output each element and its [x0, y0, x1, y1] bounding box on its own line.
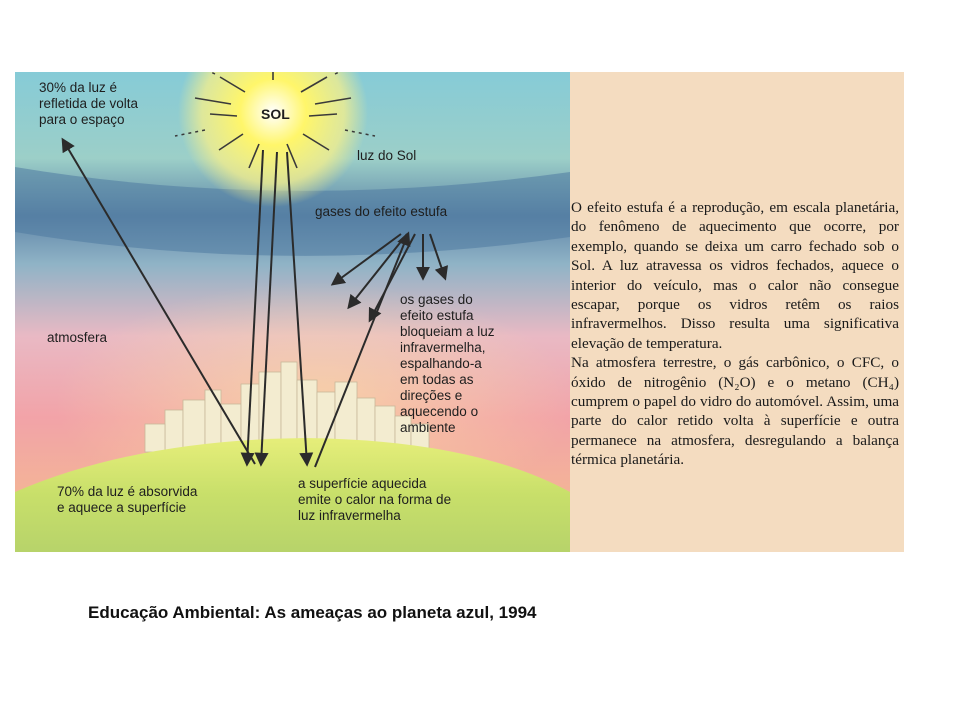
surface-emits-label: a superfície aquecida emite o calor na forma de luz infravermelha [298, 476, 452, 523]
greenhouse-diagram [15, 72, 570, 552]
greenhouse-effect-figure [15, 72, 904, 552]
atmosphere-label: atmosfera [47, 330, 108, 345]
reflected-light-label: 30% da luz é refletida de volta para o espaço [39, 80, 139, 127]
sunlight-label: luz do Sol [357, 148, 417, 163]
figure-caption: Educação Ambiental: As ameaças ao planeta azul, 1994 [88, 603, 537, 622]
explanation-text [571, 198, 899, 470]
greenhouse-gases-label: gases do efeito estufa [315, 204, 448, 219]
explanation-paragraph-2: Na atmosfera terrestre, o gás carbônico, o CFC, o óxido de nitrogênio (N₂O) e o metano (CH₄) cumprem o papel do vidro do automóvel. Assim, uma parte do calor retido volta à superfície e outra permanece na atmosfera, desregulando a balança térmica planetária. [571, 354, 899, 469]
sun-label: SOL [261, 106, 290, 122]
explanation-paragraph-1: O efeito estufa é a reprodução, em escala planetária, do fenômeno de aquecimento que ocorre, por exemplo, quando se deixa um carro fechado sob o Sol. A luz atravessa os vidros fechados, aquece o interior do veículo, mas o calor não consegue escapar, porque os vidros retêm os raios infravermelhos. Disso resulta uma significativa elevação de temperatura. [571, 199, 899, 352]
gases-block-label: os gases do efeito estufa bloqueiam a luz infravermelha, espalhando-a em todas as direções e aquecendo o ambiente [400, 292, 495, 435]
absorbed-light-label: 70% da luz é absorvida e aquece a superfície [57, 484, 198, 515]
